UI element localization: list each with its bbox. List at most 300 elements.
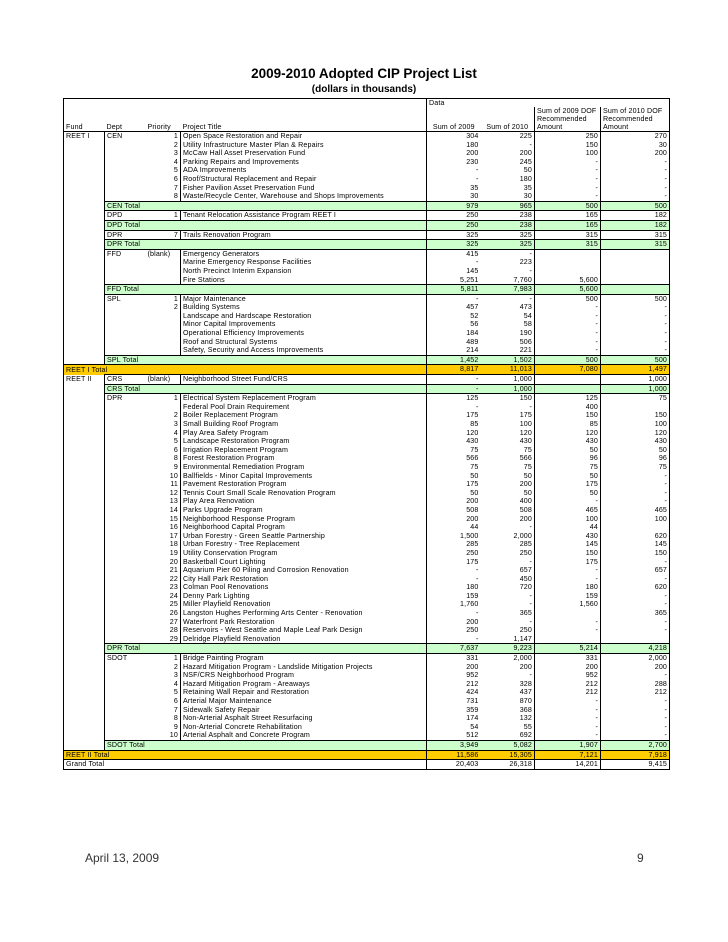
amount-cell: 159 [535, 592, 601, 601]
dept-cell [105, 706, 146, 715]
amount-cell: 500 [535, 201, 601, 211]
amount-cell: 315 [535, 230, 601, 240]
amount-cell: 473 [519, 303, 532, 312]
amount-cell: 8,817 [427, 365, 481, 375]
amount-cell: 7,121 [535, 750, 601, 760]
table-row [64, 463, 670, 472]
amount-cell: 50 [601, 446, 670, 455]
priority-cell: 7 [146, 230, 181, 240]
amount-cell: - [601, 184, 670, 193]
priority-cell: 3 [173, 420, 178, 428]
amount-cell: 50 [427, 472, 481, 481]
amount-cell: - [427, 175, 481, 184]
priority-cell: 19 [169, 548, 178, 557]
amount-cell: 620 [601, 532, 670, 541]
title-cell [181, 750, 427, 760]
fund-cell [64, 192, 105, 201]
amount-cell: 506 [519, 337, 532, 346]
amount-cell: 150 [535, 549, 601, 558]
amount-cell: - [535, 184, 601, 193]
project-title-cell: Building Systems [181, 303, 427, 312]
fund-cell [64, 403, 105, 412]
project-title-cell: Major Maintenance [181, 294, 427, 303]
amount-cell: 50 [535, 472, 601, 481]
amount-cell: 221 [519, 346, 532, 355]
table-row [64, 549, 670, 558]
amount-cell: 175 [427, 411, 481, 420]
priority-cell: 22 [169, 574, 178, 583]
table-row [64, 497, 670, 506]
priority-cell [146, 760, 181, 770]
project-title-cell: Colman Pool Renovations [181, 583, 427, 592]
table-row [64, 600, 670, 609]
amount-cell: 212 [535, 680, 601, 689]
project-title-cell: Trails Renovation Program [181, 230, 427, 240]
amount-cell: 1,147 [513, 634, 532, 643]
dept-cell: CRS [105, 375, 146, 385]
priority-cell [146, 312, 181, 321]
dept-cell [105, 276, 146, 285]
priority-cell [146, 276, 181, 285]
table-row [64, 688, 670, 697]
fund-cell [64, 149, 105, 158]
priority-cell: 9 [173, 462, 178, 471]
amount-cell [601, 258, 670, 267]
header-row-4 [64, 123, 670, 132]
table-row [64, 175, 670, 184]
table-row [64, 731, 670, 740]
amount-cell: - [601, 158, 670, 167]
table-row [64, 480, 670, 489]
project-title-cell: Basketball Court Lighting [181, 558, 427, 567]
amount-cell: 52 [427, 312, 481, 321]
amount-cell: 100 [601, 420, 670, 429]
fund-cell [64, 303, 105, 312]
amount-cell: 365 [601, 609, 670, 618]
title-cell [181, 285, 427, 295]
table-row [64, 158, 670, 167]
dof2010-header-line2: Recommended [601, 115, 670, 123]
table-row [64, 540, 670, 549]
dof2009-header-line1: Sum of 2009 DOF [535, 107, 601, 115]
amount-cell: 200 [519, 662, 532, 671]
amount-cell: 331 [427, 654, 481, 663]
fund-cell [64, 600, 105, 609]
dept-cell [105, 454, 146, 463]
amount-cell: - [529, 402, 532, 411]
amount-cell: 238 [481, 211, 535, 221]
subtotal-label: CRS Total [105, 384, 146, 394]
priority-cell: (blank) [146, 375, 181, 385]
fund-cell [64, 320, 105, 329]
amount-cell: 7,637 [427, 644, 481, 654]
amount-cell [535, 258, 601, 267]
dept-cell [105, 609, 146, 618]
amount-cell: 200 [427, 618, 481, 627]
subtotal-row [64, 220, 670, 230]
priority-cell: 6 [173, 174, 178, 183]
cip-project-table [63, 98, 670, 770]
project-title-cell: Arterial Major Maintenance [181, 697, 427, 706]
amount-cell: - [535, 166, 601, 175]
amount-cell: - [427, 384, 481, 394]
fund-cell [64, 312, 105, 321]
fund-cell [64, 446, 105, 455]
priority-cell: 10 [169, 471, 178, 480]
amount-cell: 5,600 [535, 276, 601, 285]
priority-cell: 18 [169, 540, 178, 549]
dept-cell [105, 489, 146, 498]
amount-cell: 508 [519, 505, 532, 514]
amount-cell: 120 [427, 429, 481, 438]
amount-cell: - [601, 626, 670, 635]
amount-cell: 731 [427, 697, 481, 706]
project-title-cell: Reservoirs - West Seattle and Maple Leaf Park Design [181, 626, 427, 635]
amount-cell: 1,000 [481, 375, 535, 385]
amount-cell: 7,918 [601, 750, 670, 760]
dept-header: Dept [105, 123, 146, 132]
amount-cell: 200 [535, 663, 601, 672]
amount-cell: 120 [519, 428, 532, 437]
amount-cell [535, 635, 601, 644]
fund-header: Fund [64, 123, 105, 132]
amount-cell: 500 [535, 355, 601, 365]
fund-cell [64, 540, 105, 549]
dept-cell: SDOT [105, 654, 146, 663]
amount-cell: 100 [535, 515, 601, 524]
amount-cell: 566 [427, 454, 481, 463]
priority-cell: 7 [173, 183, 178, 192]
header-row-3 [64, 115, 670, 123]
priority-cell [146, 329, 181, 338]
total-label: REET II Total [64, 750, 105, 760]
amount-cell: 125 [535, 394, 601, 403]
table-row [64, 149, 670, 158]
amount-cell: 304 [427, 132, 481, 141]
project-title-cell: Non-Arterial Concrete Rehabilitation [181, 723, 427, 732]
title-cell [181, 220, 427, 230]
priority-cell: 6 [173, 697, 178, 705]
table-row [64, 258, 670, 267]
dept-cell [105, 141, 146, 150]
amount-cell: 200 [601, 663, 670, 672]
amount-cell: 75 [523, 445, 532, 454]
table-row [64, 583, 670, 592]
amount-cell: 200 [519, 480, 532, 489]
amount-cell: 11,586 [427, 750, 481, 760]
amount-cell: 150 [535, 141, 601, 150]
table-row [64, 267, 670, 276]
amount-cell: 174 [427, 714, 481, 723]
dept-cell [105, 515, 146, 524]
project-title-cell: Tennis Court Small Scale Renovation Program [181, 489, 427, 498]
fund-cell [64, 618, 105, 627]
amount-cell [601, 276, 670, 285]
amount-cell: - [601, 346, 670, 355]
amount-cell: 75 [601, 394, 670, 403]
amount-cell: 30 [427, 192, 481, 201]
title-cell [181, 355, 427, 365]
dept-cell [105, 506, 146, 515]
project-title-cell: Operational Efficiency Improvements [181, 329, 427, 338]
amount-cell [535, 249, 601, 258]
subtotal-row [64, 201, 670, 211]
priority-cell: 1 [146, 294, 181, 303]
table-row [64, 680, 670, 689]
amount-cell [601, 249, 670, 258]
amount-cell: 75 [427, 446, 481, 455]
project-title-cell: Hazard Mitigation Program - Areaways [181, 680, 427, 689]
amount-cell: - [535, 697, 601, 706]
dept-cell [105, 267, 146, 276]
priority-cell: 8 [173, 454, 178, 463]
amount-cell: - [601, 320, 670, 329]
fund-total-row [64, 750, 670, 760]
project-title-cell: Neighborhood Capital Program [181, 523, 427, 532]
subtotal-label: DPR Total [105, 240, 146, 250]
project-title-cell: Parks Upgrade Program [181, 506, 427, 515]
amount-cell: 96 [535, 454, 601, 463]
amount-cell: 14,201 [535, 760, 601, 770]
fund-cell [64, 480, 105, 489]
priority-cell [146, 320, 181, 329]
dept-cell [105, 463, 146, 472]
project-title-cell: Landscape Restoration Program [181, 437, 427, 446]
project-title-cell: Aquarium Pier 60 Piling and Corrosion Renovation [181, 566, 427, 575]
dept-cell [105, 303, 146, 312]
project-title-cell: Miller Playfield Renovation [181, 600, 427, 609]
fund-cell [64, 201, 105, 211]
dept-cell [105, 158, 146, 167]
dept-cell [105, 329, 146, 338]
amount-cell: 200 [427, 515, 481, 524]
project-title-cell: Neighborhood Response Program [181, 515, 427, 524]
amount-cell: 175 [535, 480, 601, 489]
fund-cell [64, 609, 105, 618]
project-title-cell: Marine Emergency Response Facilities [181, 258, 427, 267]
amount-cell: 182 [601, 211, 670, 221]
priority-cell [146, 355, 181, 365]
amount-cell: - [427, 609, 481, 618]
amount-cell: 250 [427, 549, 481, 558]
amount-cell: 54 [427, 723, 481, 732]
project-title-cell: Forest Restoration Program [181, 454, 427, 463]
dept-cell: FFD [105, 249, 146, 258]
amount-cell: - [601, 192, 670, 201]
dept-cell [105, 411, 146, 420]
amount-cell: - [529, 140, 532, 149]
dept-cell [105, 472, 146, 481]
fund-cell [64, 184, 105, 193]
priority-cell: 3 [173, 671, 178, 680]
priority-cell: 8 [173, 714, 178, 723]
amount-cell: - [529, 557, 532, 566]
amount-cell: 180 [427, 141, 481, 150]
project-title-cell: Denny Park Lighting [181, 592, 427, 601]
dept-cell [105, 258, 146, 267]
amount-cell: 190 [519, 329, 532, 338]
fund-cell [64, 723, 105, 732]
priority-cell: 1 [146, 211, 181, 221]
priority-cell [146, 750, 181, 760]
table-row [64, 329, 670, 338]
amount-cell: - [535, 158, 601, 167]
amount-cell: - [601, 489, 670, 498]
amount-cell: 325 [481, 230, 535, 240]
priority-cell: 15 [169, 514, 178, 523]
amount-cell: 150 [601, 411, 670, 420]
dof2010-header-line1: Sum of 2010 DOF [601, 107, 670, 115]
table-row [64, 230, 670, 240]
amount-cell: 692 [519, 731, 532, 740]
amount-cell: - [601, 303, 670, 312]
subtotal-row [64, 285, 670, 295]
subtotal-label: DPR Total [105, 644, 146, 654]
dept-cell [105, 688, 146, 697]
fund-cell [64, 566, 105, 575]
amount-cell: 150 [535, 411, 601, 420]
table-row [64, 338, 670, 347]
total-label: REET I Total [64, 365, 105, 375]
fund-cell [64, 472, 105, 481]
amount-cell: 415 [427, 249, 481, 258]
subtotal-label: SPL Total [105, 355, 146, 365]
amount-cell: 270 [601, 132, 670, 141]
amount-cell: 285 [519, 540, 532, 549]
amount-cell: 230 [427, 158, 481, 167]
dept-cell [105, 600, 146, 609]
dept-cell [105, 635, 146, 644]
fund-cell [64, 714, 105, 723]
amount-cell: 5,082 [481, 740, 535, 750]
amount-cell: 175 [535, 558, 601, 567]
amount-cell: 328 [519, 679, 532, 688]
amount-cell: 2,700 [601, 740, 670, 750]
amount-cell: 400 [535, 403, 601, 412]
dept-cell: SPL [105, 294, 146, 303]
subtotal-row [64, 240, 670, 250]
project-title-header: Project Title [181, 123, 427, 132]
amount-cell: 325 [427, 230, 481, 240]
amount-cell: 85 [427, 420, 481, 429]
dept-cell [105, 312, 146, 321]
dept-cell [105, 566, 146, 575]
priority-cell: 2 [173, 411, 178, 420]
table-row [64, 618, 670, 627]
amount-cell: 175 [427, 558, 481, 567]
project-title-cell: Play Area Safety Program [181, 429, 427, 438]
amount-cell: - [535, 329, 601, 338]
subtotal-label: FFD Total [105, 285, 146, 295]
table-row [64, 192, 670, 201]
amount-cell: - [601, 497, 670, 506]
project-title-cell: Tenant Relocation Assistance Program REET I [181, 211, 427, 221]
table-row [64, 723, 670, 732]
amount-cell: - [535, 575, 601, 584]
table-row [64, 566, 670, 575]
priority-cell: 5 [173, 437, 178, 446]
priority-cell [146, 258, 181, 267]
amount-cell: 245 [519, 157, 532, 166]
amount-cell: 223 [519, 258, 532, 267]
fund-cell [64, 355, 105, 365]
total-label: Grand Total [64, 760, 105, 770]
project-title-cell: Environmental Remediation Program [181, 463, 427, 472]
project-title-cell: Delridge Playfield Renovation [181, 635, 427, 644]
fund-cell [64, 175, 105, 184]
amount-cell: 5,214 [535, 644, 601, 654]
priority-cell [146, 267, 181, 276]
priority-cell: 5 [173, 688, 178, 697]
dept-cell [105, 437, 146, 446]
fund-cell [64, 515, 105, 524]
priority-cell [146, 365, 181, 375]
amount-cell: 75 [601, 463, 670, 472]
project-title-cell: Waterfront Park Restoration [181, 618, 427, 627]
amount-cell: 325 [481, 240, 535, 250]
amount-cell: - [427, 575, 481, 584]
amount-cell: - [535, 626, 601, 635]
table-row [64, 346, 670, 355]
fund-cell [64, 454, 105, 463]
fund-cell [64, 497, 105, 506]
amount-cell: 720 [519, 583, 532, 592]
amount-cell: 1,760 [427, 600, 481, 609]
dept-cell [105, 723, 146, 732]
priority-cell: 28 [169, 626, 178, 635]
dept-cell [105, 540, 146, 549]
fund-cell [64, 294, 105, 303]
dept-cell [105, 575, 146, 584]
amount-cell: - [427, 258, 481, 267]
priority-cell: 21 [169, 566, 178, 575]
dept-cell [105, 558, 146, 567]
amount-cell: 657 [601, 566, 670, 575]
amount-cell: 35 [427, 184, 481, 193]
table-row [64, 671, 670, 680]
priority-cell: 13 [169, 497, 178, 506]
amount-cell: - [601, 592, 670, 601]
project-title-cell: Safety, Security and Access Improvements [181, 346, 427, 355]
amount-cell: 30 [601, 141, 670, 150]
fund-cell [64, 532, 105, 541]
table-row [64, 394, 670, 403]
fund-cell [64, 644, 105, 654]
fund-cell [64, 663, 105, 672]
amount-cell: - [427, 294, 481, 303]
amount-cell: 870 [519, 697, 532, 705]
fund-cell [64, 671, 105, 680]
amount-cell [601, 523, 670, 532]
amount-cell: 200 [519, 149, 532, 158]
amount-cell: 657 [519, 566, 532, 575]
priority-header: Priority [146, 123, 181, 132]
amount-cell: 566 [519, 454, 532, 463]
dept-cell [105, 532, 146, 541]
fund-cell [64, 523, 105, 532]
amount-cell: 3,949 [427, 740, 481, 750]
priority-cell: 1 [146, 394, 181, 403]
dept-cell [105, 184, 146, 193]
amount-cell: 7,983 [481, 285, 535, 295]
project-title-cell: North Precinct Interim Expansion [181, 267, 427, 276]
amount-cell: 182 [601, 220, 670, 230]
table-row [64, 294, 670, 303]
amount-cell: 50 [535, 489, 601, 498]
dept-cell [105, 338, 146, 347]
dept-cell [105, 420, 146, 429]
fund-cell [64, 166, 105, 175]
